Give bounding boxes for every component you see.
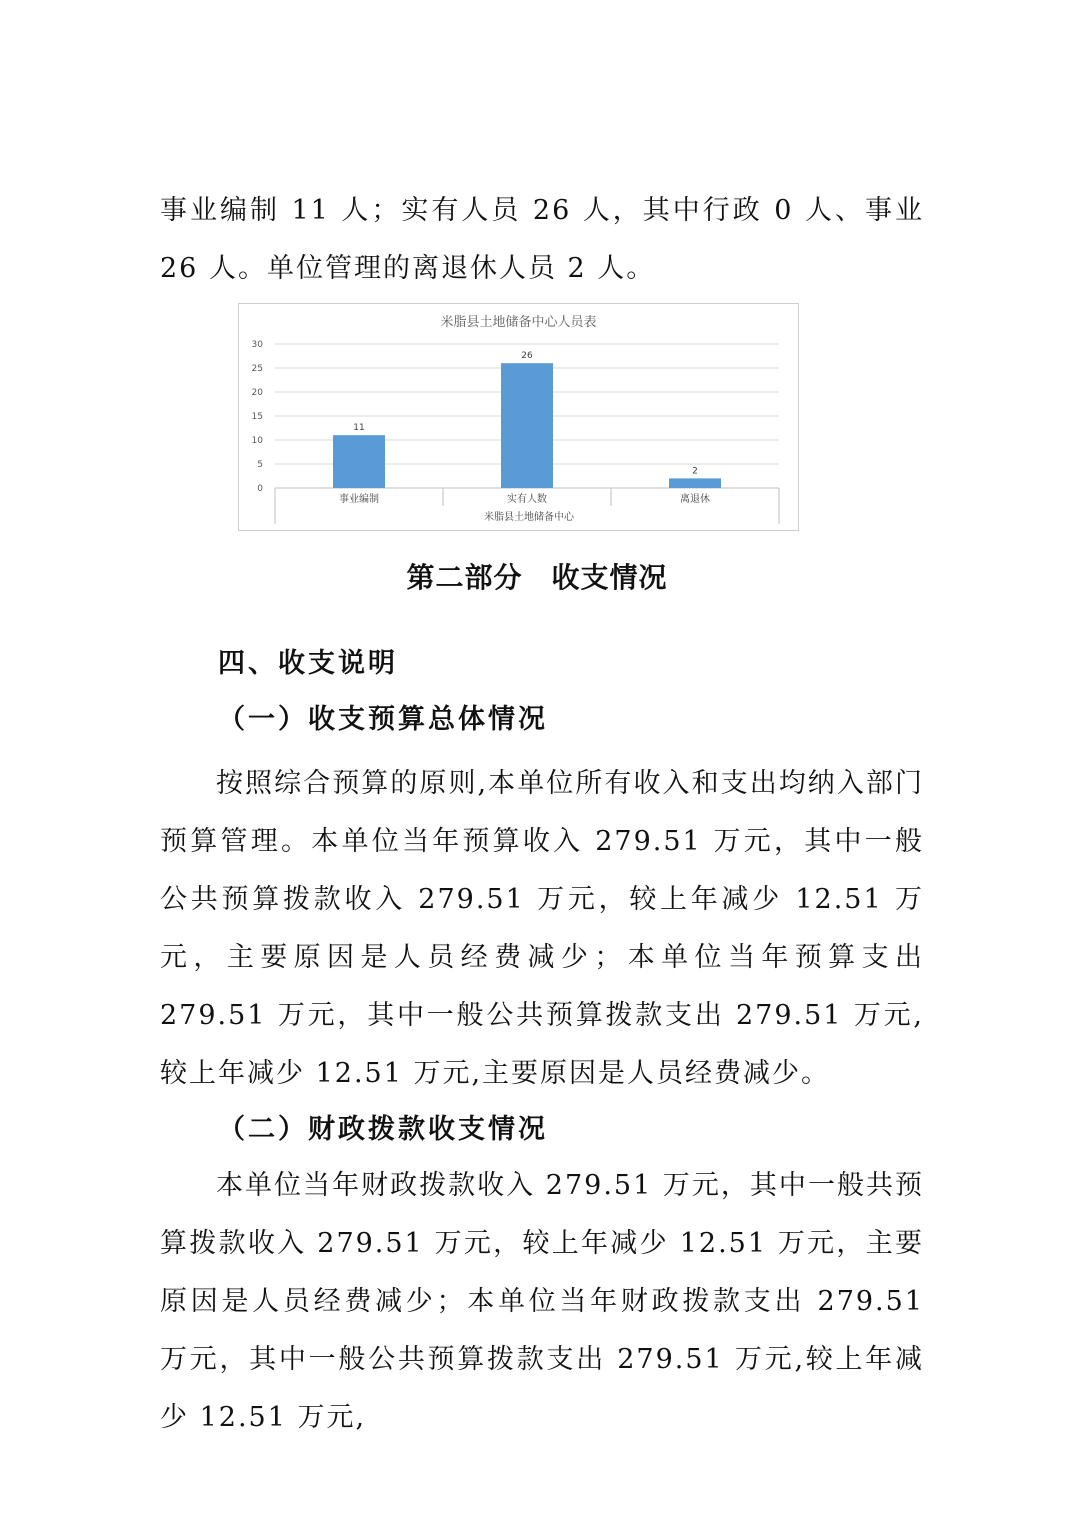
y-tick-label: 10: [251, 436, 263, 446]
chart-svg: [239, 304, 798, 530]
category-label: 实有人数: [507, 494, 547, 505]
chart-bars: [333, 363, 721, 488]
staffing-paragraph: 事业编制 11 人；实有人员 26 人，其中行政 0 人、事业 26 人。单位管理的离退休人员 2 人。: [160, 195, 924, 284]
bar-实有人数: [501, 363, 553, 488]
y-tick-label: 25: [251, 364, 263, 374]
staff-bar-chart: [238, 303, 799, 531]
y-tick-label: 15: [251, 412, 263, 422]
chart-labels: [252, 340, 710, 505]
part-title: 第二部分 收支情况: [406, 561, 668, 594]
y-tick-label: 5: [257, 460, 263, 470]
y-tick-label: 30: [251, 340, 263, 350]
chart-title: 米脂县土地储备中心人员表: [440, 315, 597, 330]
bar-value-label: 26: [521, 351, 533, 362]
chart-group-label: 米脂县土地储备中心: [484, 512, 574, 523]
bar-事业编制: [333, 435, 385, 488]
budget-paragraph: 按照综合预算的原则,本单位所有收入和支出均纳入部门预算管理。本单位当年预算收入 279.51 万元，其中一般公共预算拨款收入 279.51 万元，较上年减少 12.51 万元，主要原因是人员经费减少；本单位当年预算支出 279.51 万元，其中一般公共预算拨款支出 279.51 万元,较上年减少 12.51 万元,主要原因是人员经费减少。: [160, 768, 924, 1089]
section-heading: 四、收支说明: [218, 648, 398, 679]
bar-value-label: 2: [692, 466, 698, 477]
bar-value-label: 11: [353, 423, 365, 434]
category-label: 离退休: [680, 494, 710, 505]
bar-离退休: [669, 478, 721, 488]
category-label: 事业编制: [339, 494, 379, 505]
subsection-heading-fiscal: （二）财政拨款收支情况: [218, 1114, 548, 1145]
subsection-heading-budget: （一）收支预算总体情况: [218, 704, 548, 735]
y-tick-label: 0: [257, 484, 263, 494]
y-tick-label: 20: [251, 388, 263, 398]
fiscal-paragraph: 本单位当年财政拨款收入 279.51 万元，其中一般共预算拨款收入 279.51 万元，较上年减少 12.51 万元，主要原因是人员经费减少；本单位当年财政拨款支出 279.51 万元，其中一般公共预算拨款支出 279.51 万元,较上年减少 12.51 万元,: [160, 1170, 924, 1433]
